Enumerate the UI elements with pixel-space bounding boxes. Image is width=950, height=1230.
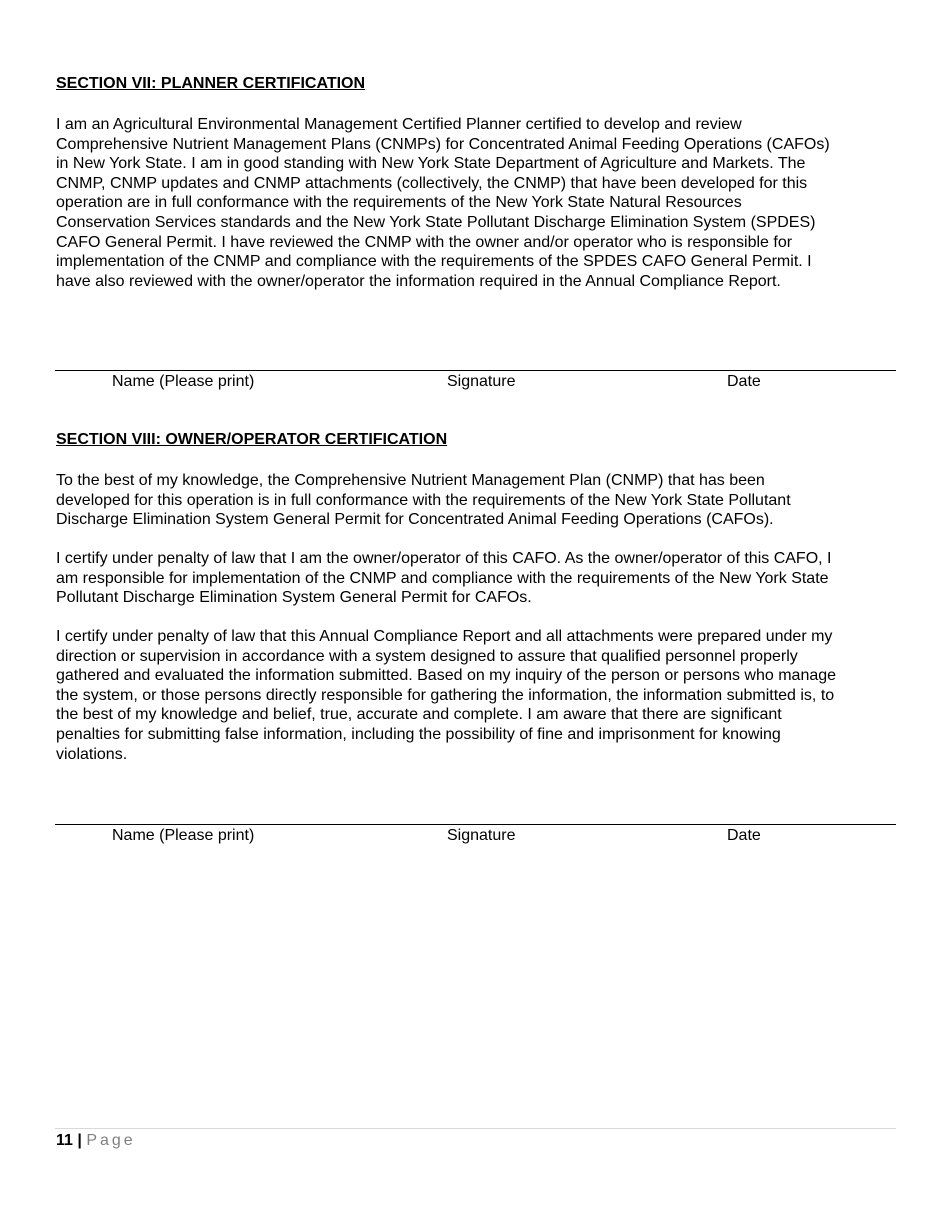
- planner-date-label: Date: [727, 373, 761, 390]
- owner-date-label: Date: [727, 827, 761, 844]
- page-label: Page: [86, 1132, 136, 1149]
- section-vii-heading: SECTION VII: PLANNER CERTIFICATION: [56, 75, 366, 92]
- text-line: penalties for submitting false information, including the possibility of fine and imprisonment for knowing: [56, 725, 781, 743]
- page-footer: [56, 1132, 136, 1150]
- text-line: I am an Agricultural Environmental Management Certified Planner certified to develop and review: [56, 116, 742, 133]
- planner-signature-label: Signature: [447, 373, 516, 390]
- text-line: gathered and evaluated the information submitted. Based on my inquiry of the person or persons who manage: [56, 667, 837, 685]
- planner-name-label: Name (Please print): [112, 373, 255, 390]
- planner-signature-line[interactable]: [55, 370, 896, 371]
- text-line: developed for this operation is in full conformance with the requirements of the New York State Pollutant: [56, 491, 791, 509]
- text-line: the system, or those persons directly responsible for gathering the information, the information submitted is, to: [56, 686, 835, 704]
- text-line: I certify under penalty of law that I am the owner/operator of this CAFO. As the owner/operator of this CAFO, I: [56, 550, 832, 567]
- text-line: Pollutant Discharge Elimination System General Permit for CAFOs.: [56, 589, 532, 607]
- text-line: operation are in full conformance with the requirements of the New York State Natural Resources: [56, 194, 742, 212]
- footer-separator: |: [77, 1132, 82, 1149]
- text-line: To the best of my knowledge, the Comprehensive Nutrient Management Plan (CNMP) that has been: [56, 472, 765, 489]
- owner-conformance-text: [56, 471, 901, 530]
- text-line: Conservation Services standards and the New York State Pollutant Discharge Elimination System (SPDES): [56, 213, 816, 231]
- text-line: CNMP, CNMP updates and CNMP attachments (collectively, the CNMP) that have been developed for this: [56, 174, 808, 192]
- owner-name-label: Name (Please print): [112, 827, 255, 844]
- text-line: I certify under penalty of law that this Annual Compliance Report and all attachments were prepared under my: [56, 628, 833, 645]
- text-line: Discharge Elimination System General Permit for Concentrated Animal Feeding Operations (CAFOs).: [56, 511, 774, 529]
- section-viii-heading: SECTION VIII: OWNER/OPERATOR CERTIFICATION: [56, 431, 448, 448]
- text-line: direction or supervision in accordance with a system designed to assure that qualified personnel properly: [56, 647, 798, 665]
- planner-certification-text: [56, 115, 901, 291]
- text-line: CAFO General Permit. I have reviewed the CNMP with the owner and/or operator who is responsible for: [56, 233, 793, 251]
- page-number: 11: [56, 1132, 73, 1149]
- text-line: in New York State. I am in good standing with New York State Department of Agriculture and Markets. The: [56, 155, 806, 173]
- text-line: implementation of the CNMP and compliance with the requirements of the SPDES CAFO General Permit. I: [56, 253, 812, 271]
- text-line: am responsible for implementation of the CNMP and compliance with the requirements of the New York State: [56, 569, 829, 587]
- owner-penalty-text: [56, 627, 901, 764]
- text-line: have also reviewed with the owner/operator the information required in the Annual Compliance Report.: [56, 272, 781, 290]
- text-line: the best of my knowledge and belief, true, accurate and complete. I am aware that there are significant: [56, 706, 782, 724]
- owner-responsibility-text: [56, 549, 901, 608]
- footer-divider: [55, 1128, 896, 1129]
- owner-signature-line[interactable]: [55, 824, 896, 825]
- owner-signature-label: Signature: [447, 827, 516, 844]
- text-line: Comprehensive Nutrient Management Plans (CNMPs) for Concentrated Animal Feeding Operations (CAFOs): [56, 135, 830, 153]
- text-line: violations.: [56, 745, 128, 763]
